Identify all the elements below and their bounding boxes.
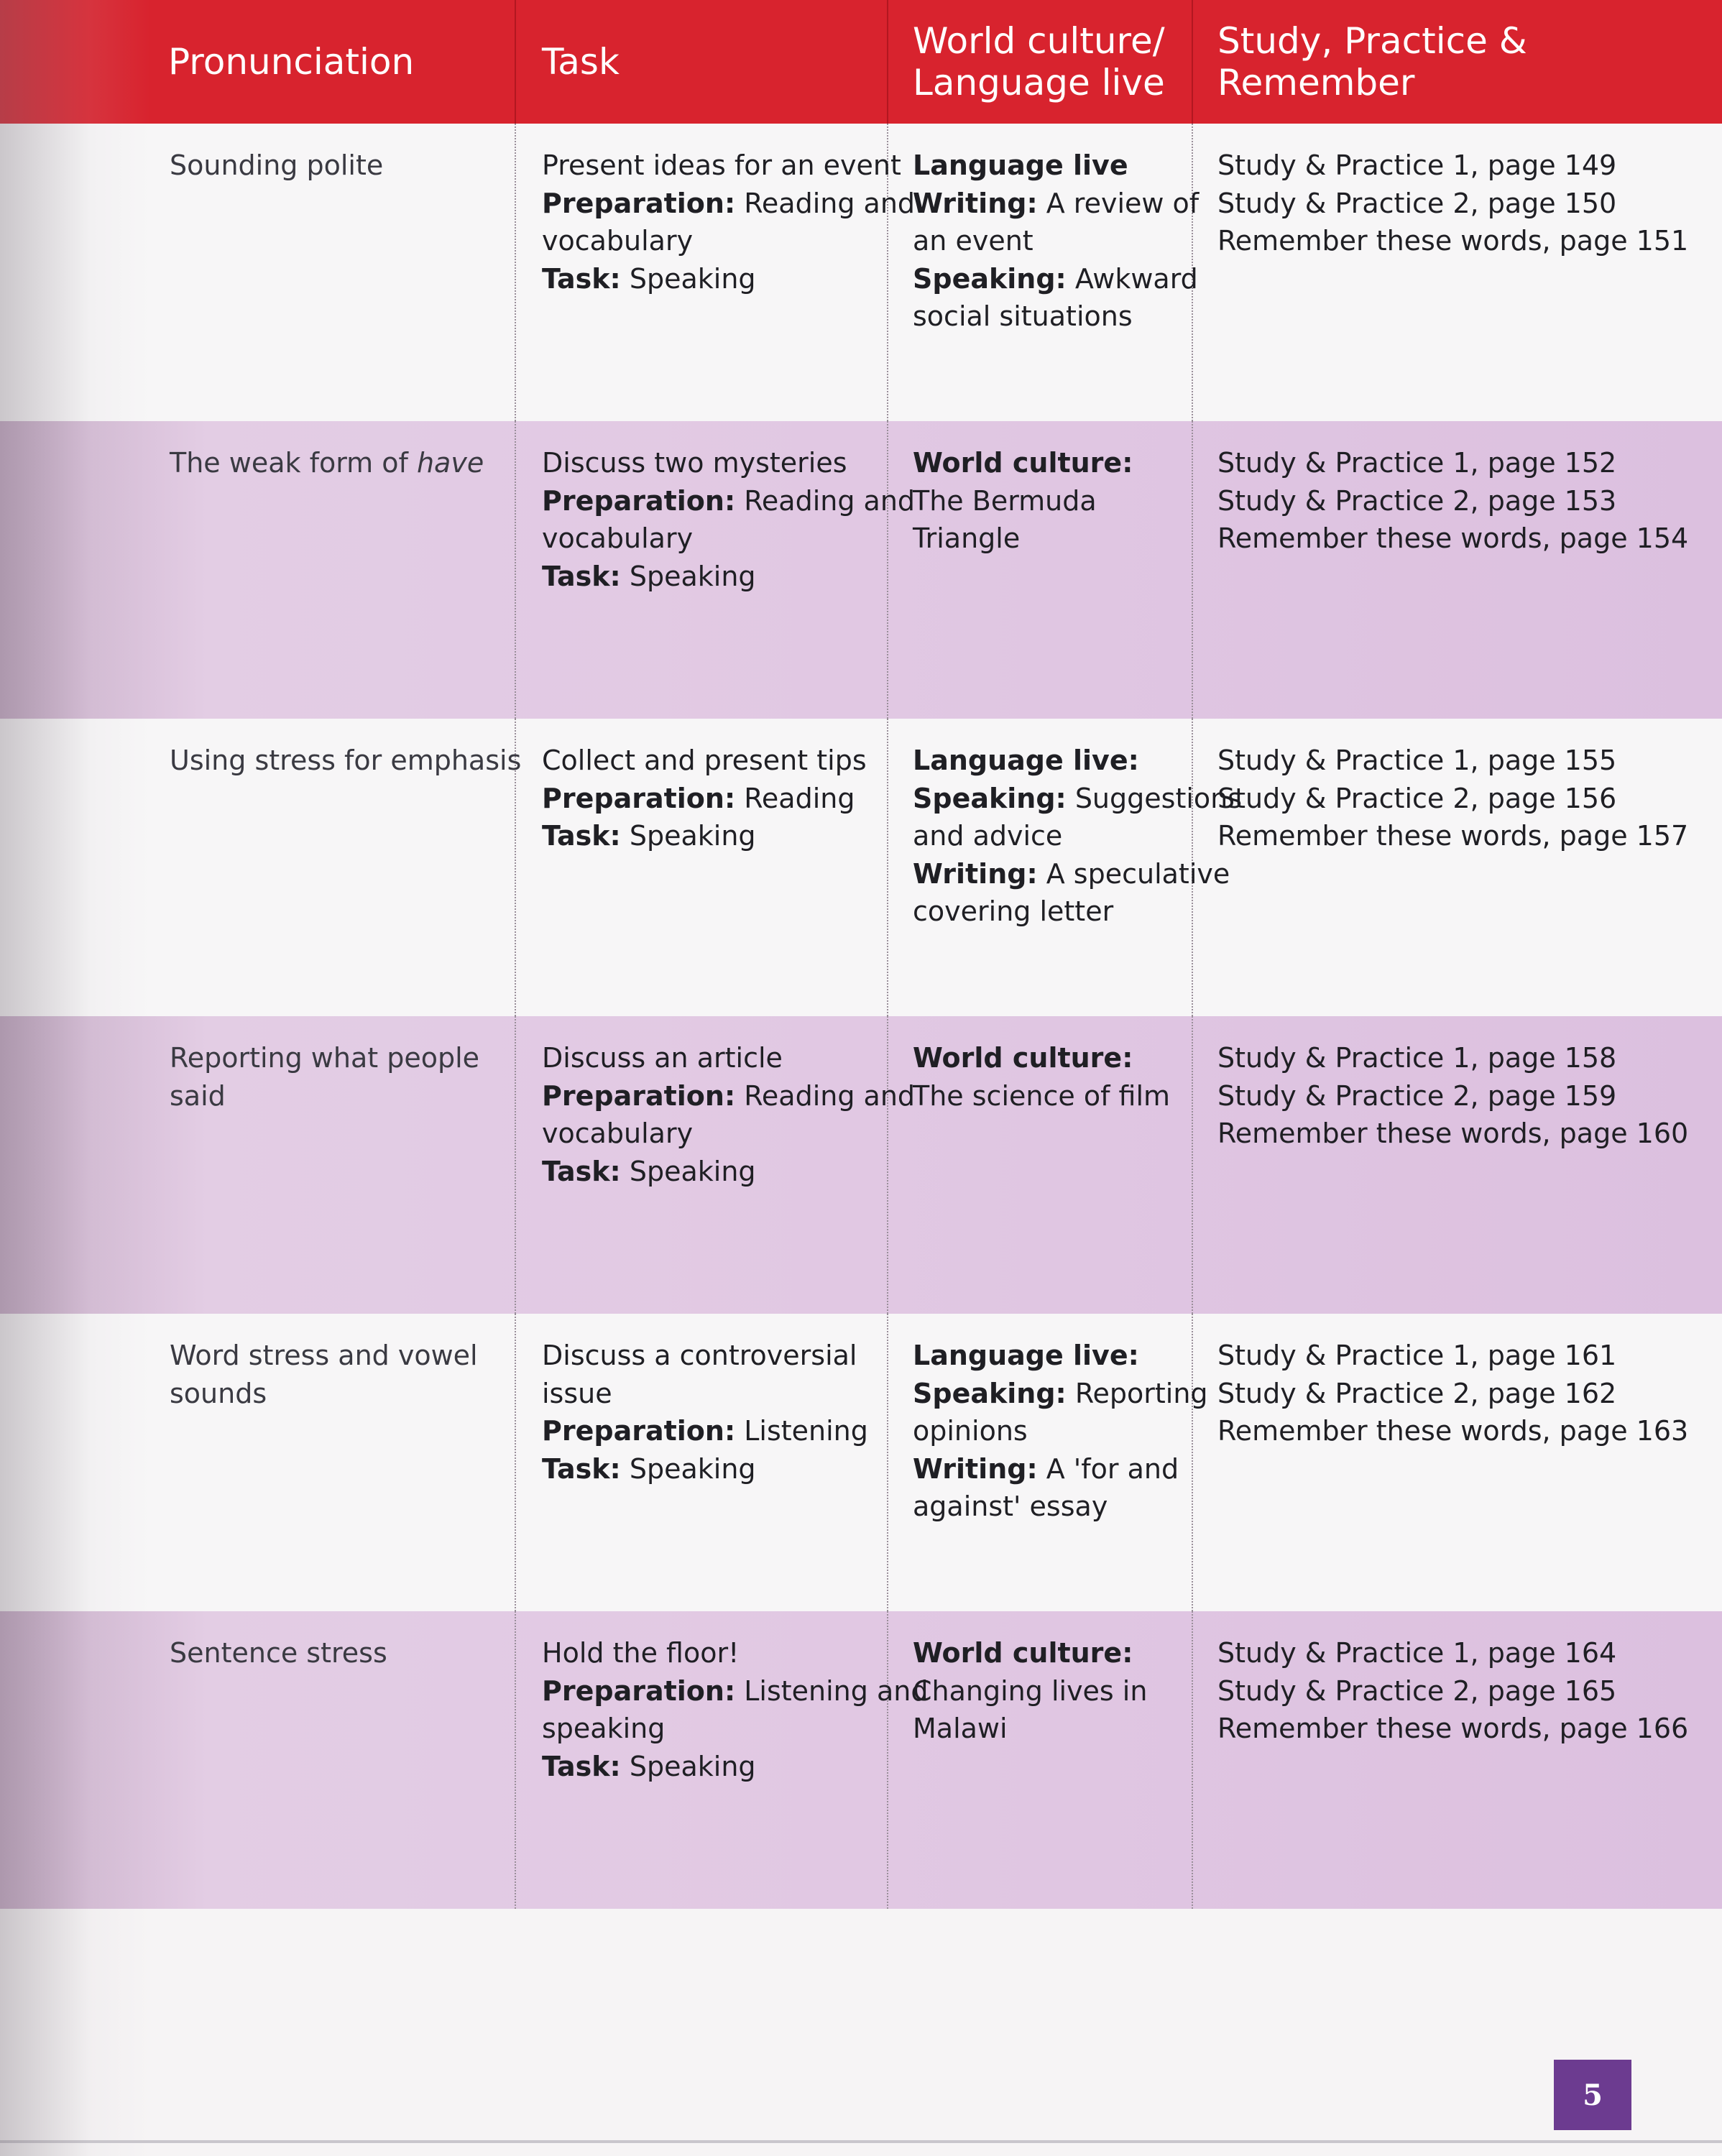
culture-item-label: Speaking:: [913, 262, 1067, 295]
task-label: Task:: [542, 1750, 621, 1782]
study-cell: [1193, 1016, 1722, 1314]
task-cell: [516, 1314, 888, 1611]
culture-item-value: Awkward: [1066, 262, 1198, 295]
study-cell: [1193, 1611, 1722, 1909]
pronunciation-cell: [0, 1016, 516, 1314]
study-ref: Remember these words, page 163: [1217, 1415, 1689, 1447]
culture-heading: World culture:: [913, 447, 1133, 479]
task-preparation: [542, 1672, 929, 1710]
study-cell: [1193, 1314, 1722, 1611]
task-title-cont: issue: [542, 1377, 612, 1409]
task-cell: [516, 719, 888, 1016]
preparation-value: Reading: [735, 782, 855, 814]
task-title: Collect and present tips: [542, 745, 867, 776]
task-value: Speaking: [620, 1155, 756, 1187]
culture-text: The Bermuda: [913, 484, 1097, 517]
preparation-label: Preparation:: [542, 782, 736, 814]
culture-item-value: A review of: [1037, 187, 1200, 219]
study-ref: Remember these words, page 157: [1217, 820, 1689, 852]
study-ref: Study & Practice 2, page 159: [1217, 1079, 1617, 1112]
page-number: 5: [1583, 2078, 1603, 2112]
culture-cell: [888, 719, 1243, 1016]
table-row: [0, 421, 1722, 719]
study-ref: Remember these words, page 166: [1217, 1713, 1689, 1744]
task-cell: [516, 124, 916, 421]
study-ref: Study & Practice 1, page 149: [1217, 149, 1617, 181]
culture-item-value-cont: and advice: [913, 820, 1063, 852]
preparation-value: Listening: [735, 1415, 868, 1447]
task-title: Discuss an article: [542, 1042, 783, 1074]
task-preparation: [542, 1077, 916, 1115]
task-type: [542, 1450, 887, 1488]
culture-heading: Language live:: [913, 745, 1139, 776]
pronunciation-text: Reporting what people: [170, 1042, 480, 1074]
preparation-label: Preparation:: [542, 187, 736, 219]
culture-item-label: Speaking:: [913, 1377, 1067, 1409]
table-row: [0, 1611, 1722, 1909]
task-type: [542, 1748, 887, 1786]
study-ref: Study & Practice 1, page 161: [1217, 1340, 1617, 1371]
task-preparation: [542, 780, 887, 818]
pronunciation-text-cont: said: [170, 1079, 226, 1112]
study-ref: Remember these words, page 160: [1217, 1118, 1689, 1149]
study-cell: [1193, 124, 1722, 421]
pronunciation-text: Word stress and vowel: [170, 1340, 478, 1371]
culture-item: [913, 1450, 1192, 1488]
contents-table: [0, 124, 1722, 1909]
culture-heading: Language live:: [913, 1340, 1139, 1371]
task-preparation: [542, 482, 916, 520]
culture-item-label: Speaking:: [913, 782, 1067, 814]
study-ref: Study & Practice 1, page 152: [1217, 447, 1617, 479]
header-study: [1193, 0, 1722, 124]
header-world-culture-label-1: World culture/: [913, 20, 1165, 62]
culture-cell: [888, 1611, 1193, 1909]
task-value: Speaking: [620, 560, 756, 592]
study-ref: Remember these words, page 151: [1217, 225, 1689, 257]
pronunciation-cell: [0, 1314, 516, 1611]
table-row: [0, 1016, 1722, 1314]
culture-item: [913, 855, 1230, 893]
task-cell: [516, 421, 916, 719]
study-ref: Remember these words, page 154: [1217, 522, 1689, 554]
culture-item-value-cont: opinions: [913, 1415, 1028, 1447]
table-row: [0, 719, 1722, 1016]
task-type: [542, 558, 887, 596]
task-cell: [516, 1016, 916, 1314]
preparation-value-cont: vocabulary: [542, 522, 694, 554]
preparation-label: Preparation:: [542, 1674, 736, 1707]
task-title: Discuss two mysteries: [542, 447, 847, 479]
culture-item-value: A speculative: [1037, 857, 1230, 890]
pronunciation-text: Sounding polite: [170, 149, 384, 181]
study-ref: Study & Practice 2, page 165: [1217, 1674, 1617, 1707]
culture-item-label: Writing:: [913, 1452, 1038, 1485]
preparation-value: Reading and: [735, 187, 916, 219]
preparation-label: Preparation:: [542, 1079, 736, 1112]
study-ref: Study & Practice 2, page 150: [1217, 187, 1617, 219]
study-ref: Study & Practice 1, page 158: [1217, 1042, 1617, 1074]
table-header: [0, 0, 1722, 124]
study-ref: Study & Practice 1, page 155: [1217, 745, 1617, 776]
pronunciation-cell: [0, 421, 516, 719]
header-study-label-1: Study, Practice &: [1217, 20, 1527, 62]
task-title: Discuss a controversial: [542, 1340, 857, 1371]
header-pronunciation-label: Pronunciation: [168, 41, 415, 83]
header-world-culture-label-2: Language live: [913, 62, 1165, 103]
culture-item-value-cont: covering letter: [913, 895, 1114, 927]
pronunciation-text: Using stress for emphasis: [170, 745, 522, 776]
header-world-culture: [888, 0, 1193, 124]
task-label: Task:: [542, 1452, 621, 1485]
culture-heading: Language live: [913, 149, 1128, 181]
study-ref: Study & Practice 2, page 153: [1217, 484, 1617, 517]
study-cell: [1193, 421, 1722, 719]
task-type: [542, 1153, 887, 1191]
culture-item-value-cont: an event: [913, 225, 1033, 257]
task-preparation: [542, 1412, 887, 1450]
header-task: [516, 0, 888, 124]
task-title: Present ideas for an event: [542, 149, 901, 181]
culture-heading: World culture:: [913, 1637, 1133, 1669]
task-label: Task:: [542, 262, 621, 295]
header-task-label: Task: [542, 41, 620, 83]
preparation-label: Preparation:: [542, 484, 736, 517]
culture-item-label: Writing:: [913, 857, 1038, 890]
culture-text: The science of film: [913, 1079, 1171, 1112]
task-label: Task:: [542, 1155, 621, 1187]
culture-item-value-cont: social situations: [913, 300, 1133, 332]
preparation-value: Reading and: [735, 1079, 916, 1112]
study-ref: Study & Practice 1, page 164: [1217, 1637, 1617, 1669]
pronunciation-prefix: The weak form of: [170, 447, 417, 479]
culture-cell: [888, 1016, 1193, 1314]
culture-item-value: A 'for and: [1037, 1452, 1179, 1485]
task-preparation: [542, 185, 916, 223]
preparation-value-cont: vocabulary: [542, 1118, 694, 1149]
task-value: Speaking: [620, 1750, 756, 1782]
task-title: Hold the floor!: [542, 1637, 740, 1669]
task-value: Speaking: [620, 262, 756, 295]
task-label: Task:: [542, 560, 621, 592]
header-pronunciation: [0, 0, 516, 124]
header-study-label-2: Remember: [1217, 62, 1415, 103]
pronunciation-text: [170, 444, 515, 482]
preparation-label: Preparation:: [542, 1415, 736, 1447]
pronunciation-cell: [0, 1611, 516, 1909]
pronunciation-text-cont: sounds: [170, 1377, 267, 1409]
task-type: [542, 817, 887, 855]
table-row: [0, 1314, 1722, 1611]
culture-text: Malawi: [913, 1713, 1008, 1744]
preparation-value-cont: speaking: [542, 1713, 666, 1744]
culture-item: [913, 185, 1200, 223]
culture-item-label: Writing:: [913, 187, 1038, 219]
culture-text: Triangle: [913, 522, 1021, 554]
task-cell: [516, 1611, 929, 1909]
study-ref: Study & Practice 2, page 156: [1217, 782, 1617, 814]
pronunciation-text: Sentence stress: [170, 1637, 387, 1669]
study-cell: [1193, 719, 1722, 1016]
preparation-value: Reading and: [735, 484, 916, 517]
culture-item-value: Reporting: [1066, 1377, 1208, 1409]
preparation-value: Listening and: [735, 1674, 929, 1707]
culture-cell: [888, 124, 1200, 421]
study-ref: Study & Practice 2, page 162: [1217, 1377, 1617, 1409]
table-row: [0, 124, 1722, 421]
culture-item-value-cont: against' essay: [913, 1491, 1108, 1522]
culture-cell: [888, 421, 1193, 719]
task-label: Task:: [542, 820, 621, 852]
page-number-badge: [1554, 2060, 1631, 2130]
culture-item-value: Suggestions: [1066, 782, 1243, 814]
culture-text: Changing lives in: [913, 1674, 1148, 1707]
culture-cell: [888, 1314, 1208, 1611]
culture-heading: World culture:: [913, 1042, 1133, 1074]
preparation-value-cont: vocabulary: [542, 225, 694, 257]
task-value: Speaking: [620, 1452, 756, 1485]
footer-divider: [0, 2140, 1722, 2143]
culture-item: [913, 1375, 1208, 1413]
pronunciation-emphasis: have: [416, 447, 484, 479]
task-type: [542, 260, 887, 298]
culture-item: [913, 260, 1198, 298]
pronunciation-cell: [0, 719, 522, 1016]
pronunciation-cell: [0, 124, 516, 421]
task-value: Speaking: [620, 820, 756, 852]
culture-item: [913, 780, 1243, 818]
